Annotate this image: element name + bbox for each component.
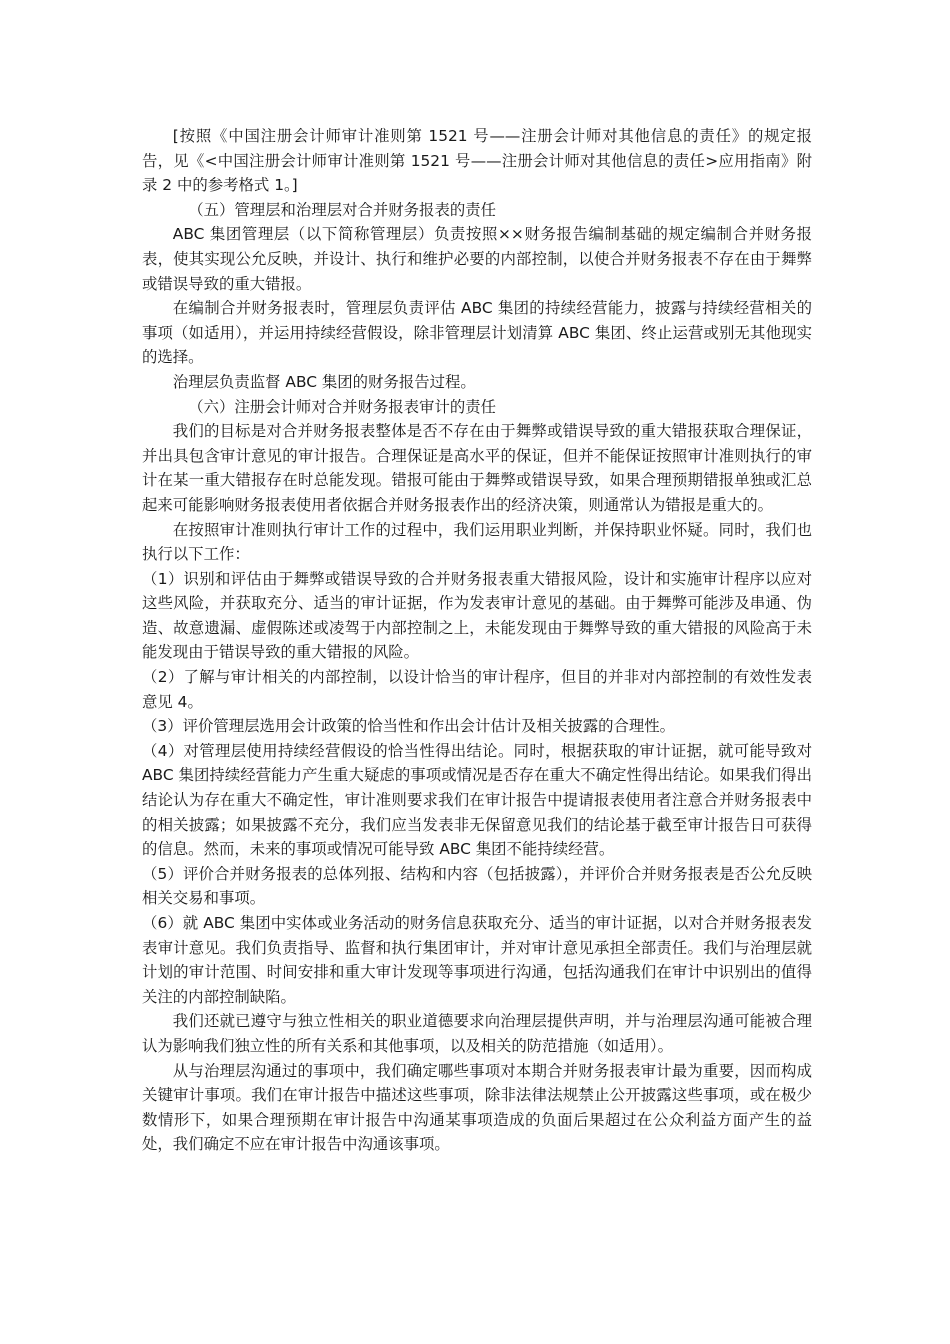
list-item: （1）识别和评估由于舞弊或错误导致的合并财务报表重大错报风险，设计和实施审计程序以应对这些风险，并获取充分、适当的审计证据，作为发表审计意见的基础。由于舞弊可能涉及串通、伪造、故意遗漏、虚假陈述或凌驾于内部控制之上，未能发现由于舞弊导致的重大错报的风险高于未能发现由于错误导致的重大错报的风险。	[142, 569, 812, 662]
body-paragraph: ABC 集团管理层（以下简称管理层）负责按照××财务报告编制基础的规定编制合并财务报表，使其实现公允反映，并设计、执行和维护必要的内部控制，以使合并财务报表不存在由于舞弊或错误导致的重大错报。	[142, 225, 812, 293]
list-item: （6）就 ABC 集团中实体或业务活动的财务信息获取充分、适当的审计证据，以对合并财务报表发表审计意见。我们负责指导、监督和执行集团审计，并对审计意见承担全部责任。我们与治理层就计划的审计范围、时间安排和重大审计发现等事项进行沟通，包括沟通我们在审计中识别出的值得关注的内部控制缺陷。	[142, 914, 812, 1006]
body-paragraph: 在编制合并财务报表时，管理层负责评估 ABC 集团的持续经营能力，披露与持续经营相关的事项（如适用），并运用持续经营假设，除非管理层计划清算 ABC 集团、终止运营或别无其他现实的选择。	[142, 299, 812, 367]
list-item: （3）评价管理层选用会计政策的恰当性和作出会计估计及相关披露的合理性。	[142, 717, 676, 736]
section-heading-6: （六）注册会计师对合并财务报表审计的责任	[188, 397, 497, 416]
body-paragraph: 我们的目标是对合并财务报表整体是否不存在由于舞弊或错误导致的重大错报获取合理保证，并出具包含审计意见的审计报告。合理保证是高水平的保证，但并不能保证按照审计准则执行的审计在某一重大错报存在时总能发现。错报可能由于舞弊或错误导致，如果合理预期错报单独或汇总起来可能影响财务报表使用者依据合并财务报表作出的经济决策，则通常认为错报是重大的。	[142, 422, 812, 514]
list-item: （4）对管理层使用持续经营假设的恰当性得出结论。同时，根据获取的审计证据，就可能导致对 ABC 集团持续经营能力产生重大疑虑的事项或情况是否存在重大不确定性得出结论。如果我们得出结论认为存在重大不确定性，审计准则要求我们在审计报告中提请报表使用者注意合并财务报表中的相关披露；如果披露不充分，我们应当发表非无保留意见我们的结论基于截至审计报告日可获得的信息。然而，未来的事项或情况可能导致 ABC 集团不能持续经营。	[142, 741, 812, 859]
list-item: （2）了解与审计相关的内部控制，以设计恰当的审计程序，但目的并非对内部控制的有效性发表意见 4。	[142, 668, 812, 711]
body-paragraph: 我们还就已遵守与独立性相关的职业道德要求向治理层提供声明，并与治理层沟通可能被合理认为影响我们独立性的所有关系和其他事项，以及相关的防范措施（如适用）。	[142, 1012, 812, 1055]
body-paragraph: 治理层负责监督 ABC 集团的财务报告过程。	[172, 372, 476, 391]
document-page	[142, 124, 812, 1157]
list-item: （5）评价合并财务报表的总体列报、结构和内容（包括披露），并评价合并财务报表是否公允反映相关交易和事项。	[142, 864, 812, 908]
section-heading-5: （五）管理层和治理层对合并财务报表的责任	[188, 200, 497, 219]
body-paragraph: 从与治理层沟通过的事项中，我们确定哪些事项对本期合并财务报表审计最为重要，因而构成关键审计事项。我们在审计报告中描述这些事项，除非法律法规禁止公开披露这些事项，或在极少数情形下，如果合理预期在审计报告中沟通某事项造成的负面后果超过在公众利益方面产生的益处，我们确定不应在审计报告中沟通该事项。	[142, 1061, 812, 1154]
reference-note: [按照《中国注册会计师审计准则第 1521 号——注册会计师对其他信息的责任》的规定报告，见《<中国注册会计师审计准则第 1521 号——注册会计师对其他信息的责任>应用指南》附录 2 中的参考格式 1。]	[142, 127, 812, 195]
body-paragraph: 在按照审计准则执行审计工作的过程中，我们运用职业判断，并保持职业怀疑。同时，我们也执行以下工作：	[142, 520, 812, 564]
